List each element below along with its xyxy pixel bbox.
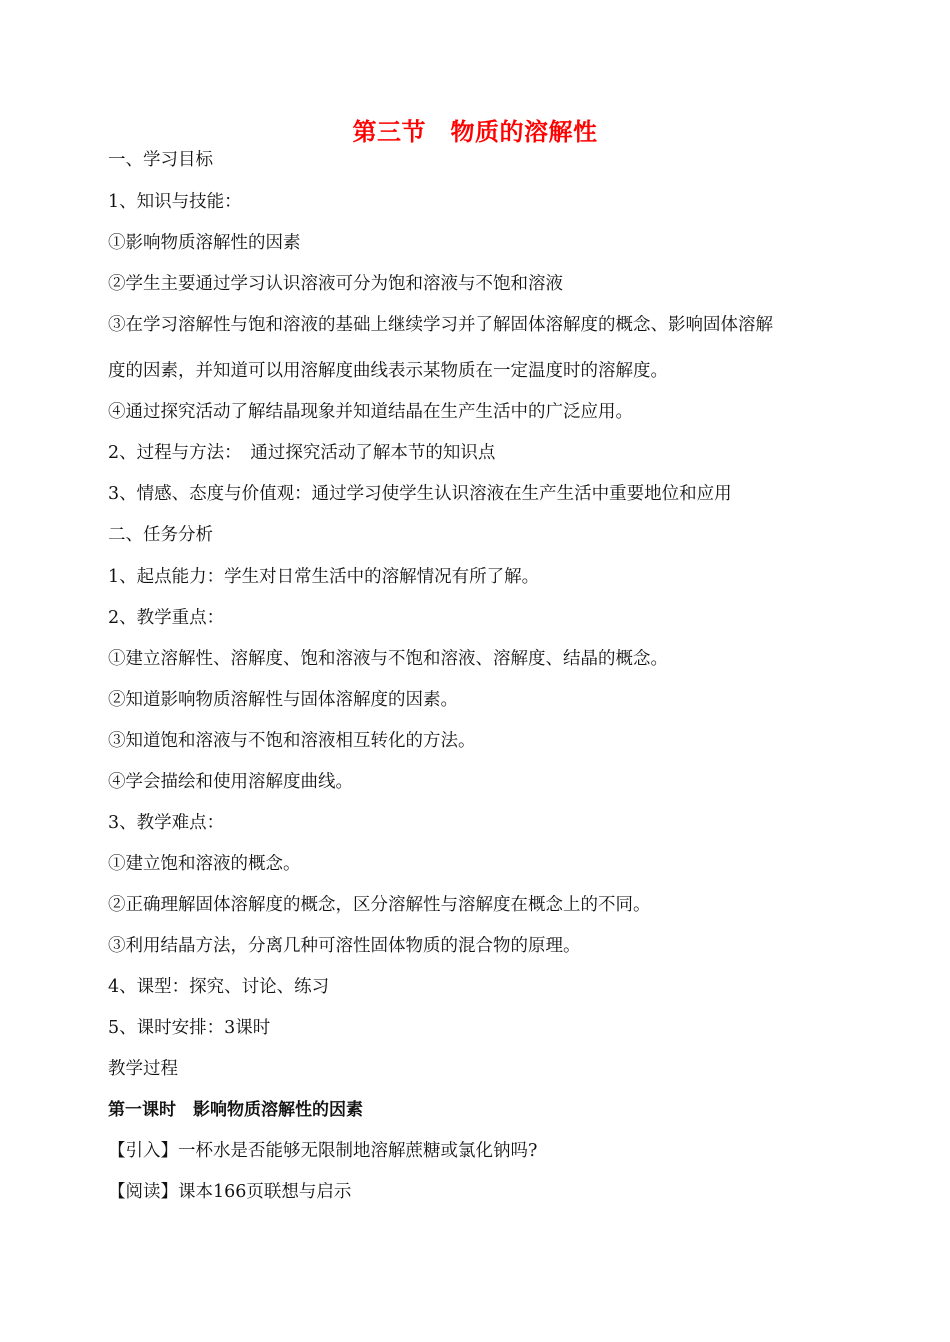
difficulty-3: ③利用结晶方法，分离几种可溶性固体物质的混合物的原理。 [108,936,581,956]
introduction-line: 【引入】一杯水是否能够无限制地溶解蔗糖或氯化钠吗? [108,1141,538,1161]
difficulty-2: ②正确理解固体溶解度的概念，区分溶解性与溶解度在概念上的不同。 [108,895,651,915]
goal-item-3-continued: 度的因素，并知道可以用溶解度曲线表示某物质在一定温度时的溶解度。 [108,361,668,381]
document-title: 第三节 物质的溶解性 [352,118,598,146]
first-lesson-heading: 第一课时 影响物质溶解性的因素 [108,1100,363,1120]
subheading-process-method: 2、过程与方法： 通过探究活动了解本节的知识点 [108,443,496,463]
goal-item-1: ①影响物质溶解性的因素 [108,233,301,253]
section-heading-goals: 一、学习目标 [108,150,213,170]
subheading-difficulties: 3、教学难点： [108,813,225,833]
teaching-process-heading: 教学过程 [108,1059,178,1079]
key-point-2: ②知道影响物质溶解性与固体溶解度的因素。 [108,690,458,710]
goal-item-4: ④通过探究活动了解结晶现象并知道结晶在生产生活中的广泛应用。 [108,402,633,422]
reading-line: 【阅读】课本166页联想与启示 [108,1182,352,1202]
goal-item-3: ③在学习溶解性与饱和溶液的基础上继续学习并了解固体溶解度的概念、影响固体溶解 [108,315,773,335]
section-heading-task-analysis: 二、任务分析 [108,525,213,545]
starting-ability: 1、起点能力：学生对日常生活中的溶解情况有所了解。 [108,567,540,587]
subheading-key-points: 2、教学重点： [108,608,225,628]
key-point-3: ③知道饱和溶液与不饱和溶液相互转化的方法。 [108,731,476,751]
difficulty-1: ①建立饱和溶液的概念。 [108,854,301,874]
lesson-schedule: 5、课时安排：3课时 [108,1018,271,1038]
subheading-attitude-values: 3、情感、态度与价值观：通过学习使学生认识溶液在生产生活中重要地位和应用 [108,484,732,504]
subheading-knowledge-skills: 1、知识与技能： [108,192,242,212]
lesson-type: 4、课型：探究、讨论、练习 [108,977,330,997]
goal-item-2: ②学生主要通过学习认识溶液可分为饱和溶液与不饱和溶液 [108,274,563,294]
key-point-1: ①建立溶解性、溶解度、饱和溶液与不饱和溶液、溶解度、结晶的概念。 [108,649,668,669]
key-point-4: ④学会描绘和使用溶解度曲线。 [108,772,353,792]
